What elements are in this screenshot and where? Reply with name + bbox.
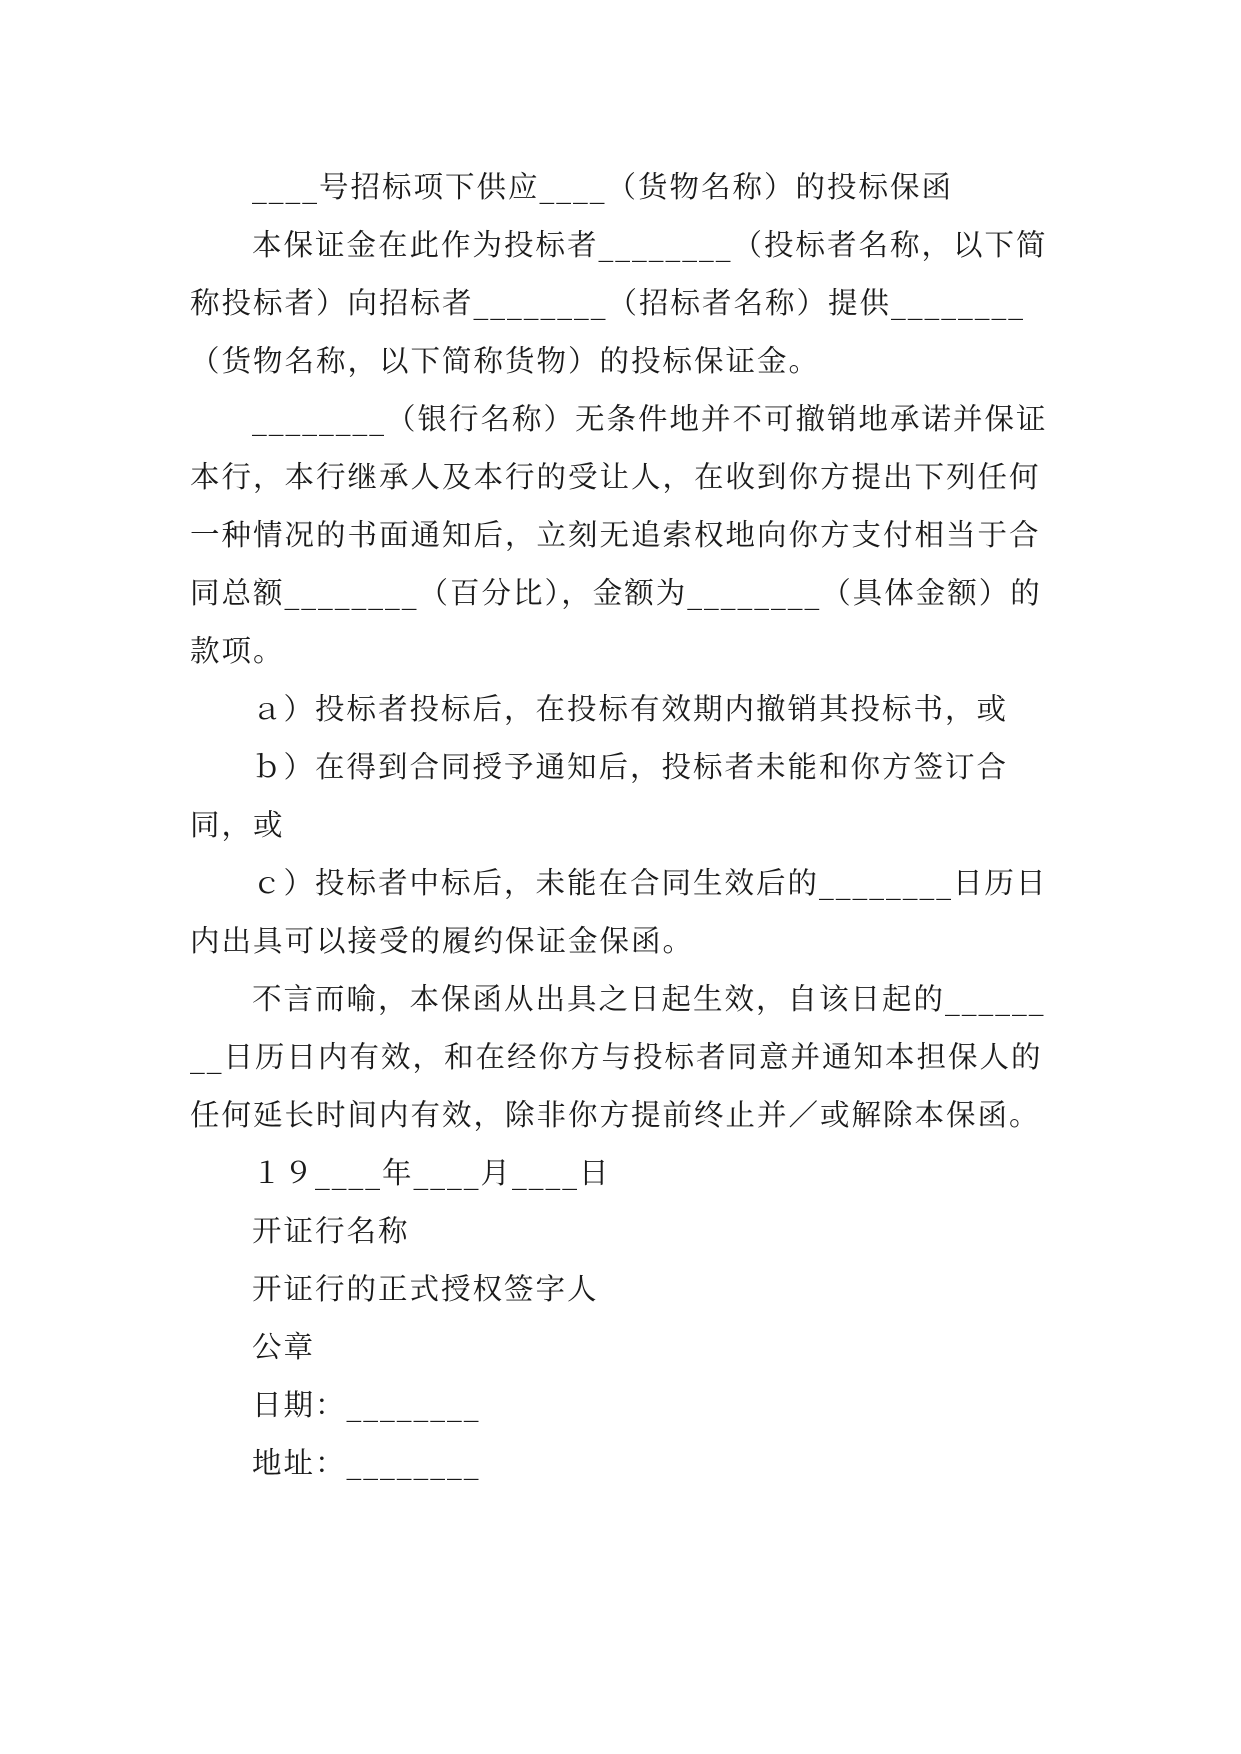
official-seal: 公章: [252, 1330, 316, 1364]
signature-date-line: １９____年____月____日: [252, 1156, 611, 1190]
document-title: ____号招标项下供应____（货物名称）的投标保函: [251, 170, 953, 204]
condition-b: ｂ）在得到合同授予通知后，投标者未能和你方签订合同，或: [190, 750, 1008, 842]
issuing-bank-name: 开证行名称: [252, 1214, 410, 1248]
date-field: 日期：________: [252, 1388, 481, 1422]
paragraph-purpose: 本保证金在此作为投标者________（投标者名称，以下简称投标者）向招标者________（招标者名称）提供________（货物名称，以下简称货物）的投标保证金。: [190, 228, 1048, 378]
document-body: [190, 158, 1052, 1492]
condition-c: ｃ）投标者中标后，未能在合同生效后的________日历日内出具可以接受的履约保证金保函。: [190, 866, 1048, 958]
address-field: 地址：________: [252, 1446, 481, 1480]
condition-a: ａ）投标者投标后，在投标有效期内撤销其投标书，或: [251, 692, 1008, 726]
paragraph-validity: 不言而喻，本保函从出具之日起生效，自该日起的________日历日内有效，和在经你方与投标者同意并通知本担保人的任何延长时间内有效，除非你方提前终止并／或解除本保函。: [190, 982, 1046, 1132]
paragraph-bank-undertaking: ________（银行名称）无条件地并不可撤销地承诺并保证本行，本行继承人及本行的受让人，在收到你方提出下列任何一种情况的书面通知后，立刻无追索权地向你方支付相当于合同总额________（百分比），金额为________（具体金额）的款项。: [190, 402, 1048, 668]
authorized-signatory: 开证行的正式授权签字人: [252, 1272, 599, 1306]
